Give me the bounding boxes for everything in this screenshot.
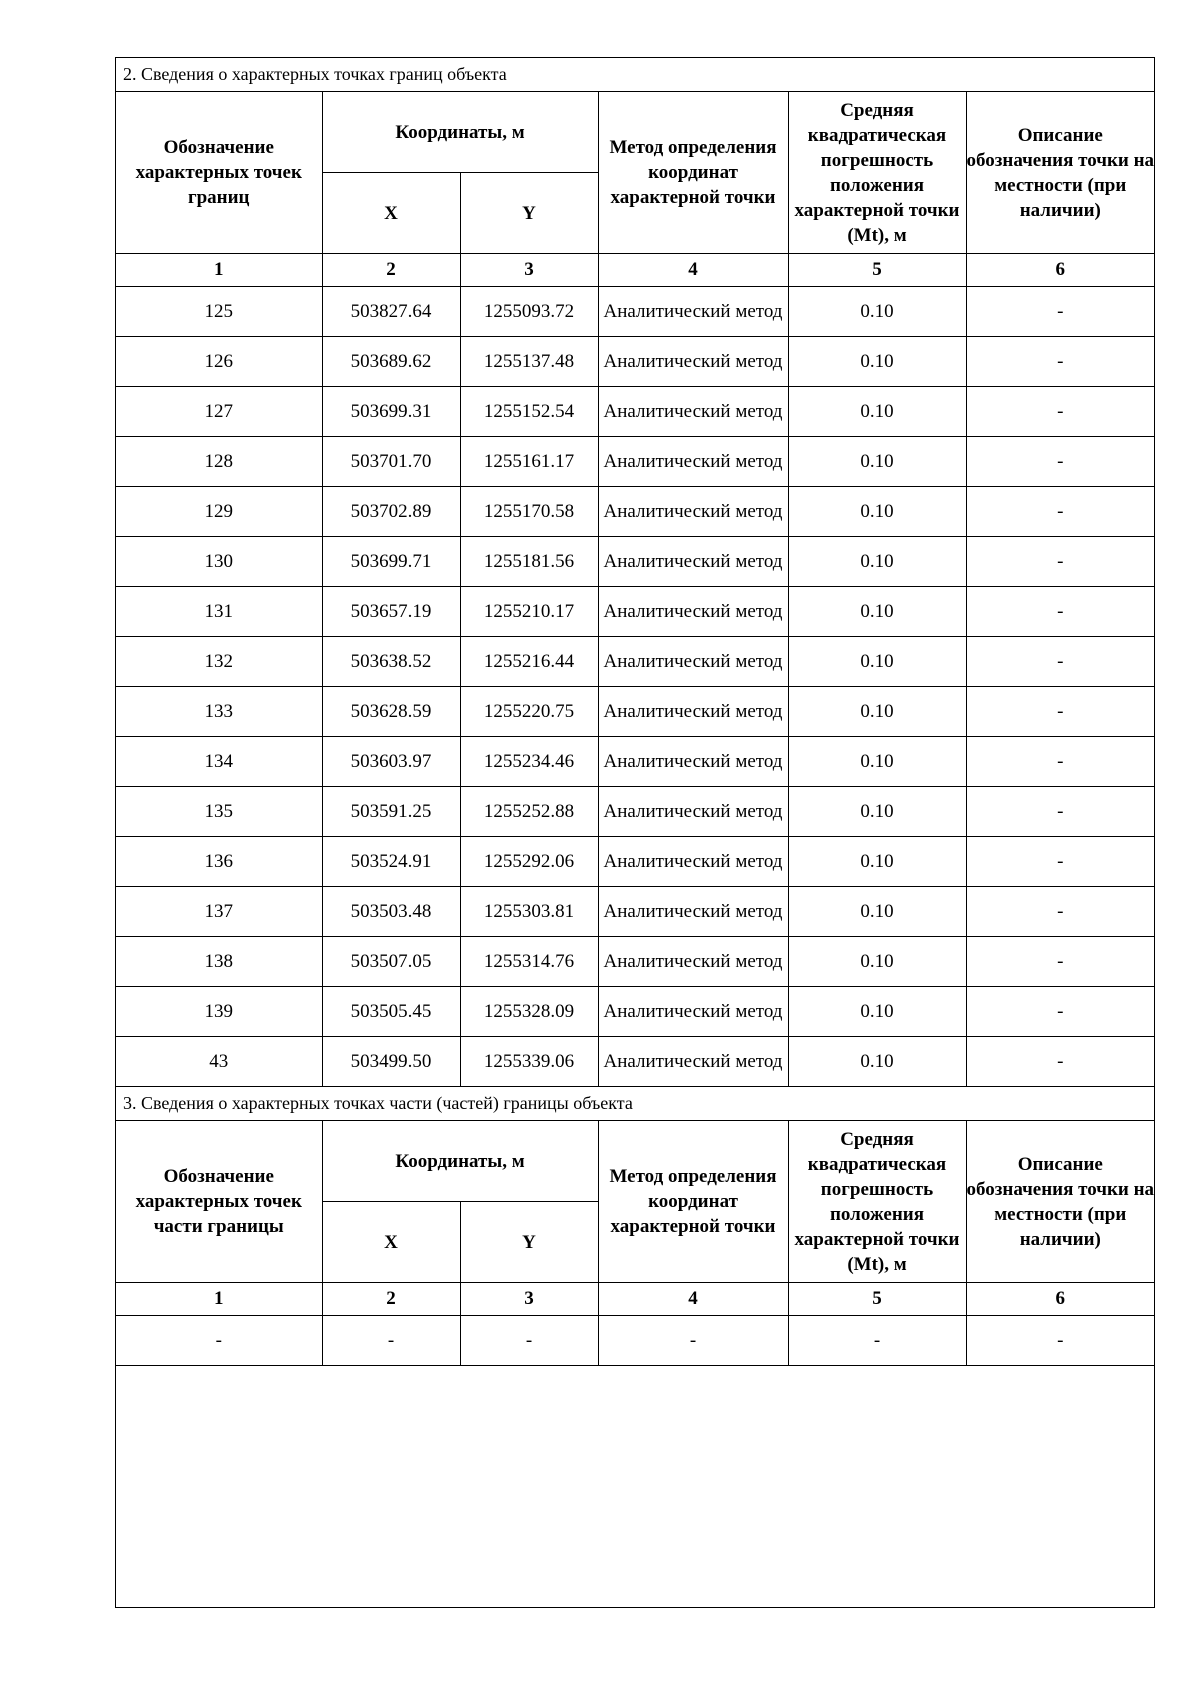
y-coordinate-cell: 1255161.17 <box>460 437 598 487</box>
y-coordinate-cell: 1255093.72 <box>460 287 598 337</box>
description-cell: - <box>966 987 1154 1037</box>
column-number: 1 <box>116 254 322 287</box>
header-x: X <box>322 1202 460 1283</box>
y-coordinate-cell: 1255252.88 <box>460 787 598 837</box>
method-cell: Аналитический метод <box>598 537 788 587</box>
error-cell: 0.10 <box>788 1037 966 1087</box>
point-cell: 131 <box>116 587 322 637</box>
y-coordinate-cell: 1255137.48 <box>460 337 598 387</box>
y-coordinate-cell: 1255328.09 <box>460 987 598 1037</box>
y-coordinate-cell: 1255292.06 <box>460 837 598 887</box>
point-cell: 128 <box>116 437 322 487</box>
method-cell: Аналитический метод <box>598 337 788 387</box>
section-3-title: 3. Сведения о характерных точках части (частей) границы объекта <box>116 1087 1154 1121</box>
description-cell: - <box>966 287 1154 337</box>
method-cell: Аналитический метод <box>598 787 788 837</box>
error-cell: 0.10 <box>788 587 966 637</box>
x-coordinate-cell: 503524.91 <box>322 837 460 887</box>
header-error: Средняя квадратическая погрешность положения характерной точки (Mt), м <box>788 92 966 254</box>
column-number: 2 <box>322 254 460 287</box>
x-coordinate-cell: 503603.97 <box>322 737 460 787</box>
header-point: Обозначение характерных точек границ <box>116 92 322 254</box>
x-coordinate-cell: 503638.52 <box>322 637 460 687</box>
point-cell: 139 <box>116 987 322 1037</box>
description-cell: - <box>966 837 1154 887</box>
y-coordinate-cell: 1255234.46 <box>460 737 598 787</box>
table-row <box>116 537 1154 587</box>
error-cell: 0.10 <box>788 787 966 837</box>
x-coordinate-cell: 503827.64 <box>322 287 460 337</box>
method-cell: Аналитический метод <box>598 387 788 437</box>
y-coordinate-cell: 1255220.75 <box>460 687 598 737</box>
table-row <box>116 687 1154 737</box>
y-coordinate-cell: 1255314.76 <box>460 937 598 987</box>
method-cell: Аналитический метод <box>598 487 788 537</box>
table-row <box>116 637 1154 687</box>
x-coordinate-cell: 503701.70 <box>322 437 460 487</box>
header-method: Метод определения координат характерной точки <box>598 1121 788 1283</box>
error-cell: 0.10 <box>788 537 966 587</box>
x-coordinate-cell: 503499.50 <box>322 1037 460 1087</box>
point-cell: 135 <box>116 787 322 837</box>
y-coordinate-cell: 1255210.17 <box>460 587 598 637</box>
x-coordinate-cell: 503505.45 <box>322 987 460 1037</box>
method-cell: Аналитический метод <box>598 687 788 737</box>
point-cell: 132 <box>116 637 322 687</box>
description-cell: - <box>966 687 1154 737</box>
header-description: Описание обозначения точки на местности (при наличии) <box>966 92 1154 254</box>
table-row <box>116 987 1154 1037</box>
header-point: Обозначение характерных точек части границы <box>116 1121 322 1283</box>
header-method: Метод определения координат характерной точки <box>598 92 788 254</box>
method-cell: Аналитический метод <box>598 737 788 787</box>
x-coordinate-cell: 503689.62 <box>322 337 460 387</box>
column-number: 6 <box>966 254 1154 287</box>
point-cell: 133 <box>116 687 322 737</box>
error-cell: 0.10 <box>788 687 966 737</box>
method-cell: Аналитический метод <box>598 287 788 337</box>
column-number: 4 <box>598 1283 788 1316</box>
table-row <box>116 337 1154 387</box>
table-row <box>116 787 1154 837</box>
error-cell: 0.10 <box>788 737 966 787</box>
header-description: Описание обозначения точки на местности (при наличии) <box>966 1121 1154 1283</box>
description-cell: - <box>966 737 1154 787</box>
section-3-header-row <box>116 1121 1154 1202</box>
description-cell: - <box>966 887 1154 937</box>
header-coords: Координаты, м <box>322 92 598 173</box>
x-coordinate-cell: 503699.71 <box>322 537 460 587</box>
y-coordinate-cell: 1255339.06 <box>460 1037 598 1087</box>
section-2-header-row <box>116 92 1154 173</box>
y-coordinate-cell: 1255170.58 <box>460 487 598 537</box>
point-cell: 137 <box>116 887 322 937</box>
header-y: Y <box>460 173 598 254</box>
description-cell: - <box>966 487 1154 537</box>
column-number: 4 <box>598 254 788 287</box>
y-coordinate-cell: - <box>460 1316 598 1366</box>
x-coordinate-cell: 503657.19 <box>322 587 460 637</box>
description-cell: - <box>966 1037 1154 1087</box>
y-coordinate-cell: 1255181.56 <box>460 537 598 587</box>
method-cell: Аналитический метод <box>598 887 788 937</box>
column-number: 3 <box>460 1283 598 1316</box>
point-cell: 43 <box>116 1037 322 1087</box>
description-cell: - <box>966 587 1154 637</box>
description-cell: - <box>966 387 1154 437</box>
table-row <box>116 1037 1154 1087</box>
section-2-column-numbers <box>116 254 1154 287</box>
description-cell: - <box>966 787 1154 837</box>
point-cell: 125 <box>116 287 322 337</box>
x-coordinate-cell: 503503.48 <box>322 887 460 937</box>
section-2-title: 2. Сведения о характерных точках границ объекта <box>116 58 1154 92</box>
table-row <box>116 437 1154 487</box>
point-cell: - <box>116 1316 322 1366</box>
y-coordinate-cell: 1255303.81 <box>460 887 598 937</box>
error-cell: 0.10 <box>788 287 966 337</box>
error-cell: 0.10 <box>788 387 966 437</box>
header-error: Средняя квадратическая погрешность положения характерной точки (Mt), м <box>788 1121 966 1283</box>
column-number: 5 <box>788 1283 966 1316</box>
method-cell: Аналитический метод <box>598 637 788 687</box>
table-row <box>116 387 1154 437</box>
error-cell: 0.10 <box>788 837 966 887</box>
point-cell: 126 <box>116 337 322 387</box>
point-cell: 130 <box>116 537 322 587</box>
x-coordinate-cell: 503591.25 <box>322 787 460 837</box>
error-cell: 0.10 <box>788 337 966 387</box>
section-2-title-row <box>116 58 1154 92</box>
point-cell: 136 <box>116 837 322 887</box>
error-cell: 0.10 <box>788 937 966 987</box>
section-3-column-numbers <box>116 1283 1154 1316</box>
point-cell: 127 <box>116 387 322 437</box>
description-cell: - <box>966 937 1154 987</box>
point-cell: 134 <box>116 737 322 787</box>
table-row <box>116 737 1154 787</box>
description-cell: - <box>966 537 1154 587</box>
table-row <box>116 287 1154 337</box>
method-cell: Аналитический метод <box>598 837 788 887</box>
x-coordinate-cell: 503507.05 <box>322 937 460 987</box>
error-cell: - <box>788 1316 966 1366</box>
error-cell: 0.10 <box>788 637 966 687</box>
point-cell: 129 <box>116 487 322 537</box>
method-cell: Аналитический метод <box>598 1037 788 1087</box>
table-row <box>116 1316 1154 1366</box>
column-number: 5 <box>788 254 966 287</box>
description-cell: - <box>966 637 1154 687</box>
point-cell: 138 <box>116 937 322 987</box>
column-number: 2 <box>322 1283 460 1316</box>
x-coordinate-cell: 503699.31 <box>322 387 460 437</box>
method-cell: - <box>598 1316 788 1366</box>
table-row <box>116 487 1154 537</box>
description-cell: - <box>966 1316 1154 1366</box>
method-cell: Аналитический метод <box>598 937 788 987</box>
header-y: Y <box>460 1202 598 1283</box>
x-coordinate-cell: - <box>322 1316 460 1366</box>
column-number: 1 <box>116 1283 322 1316</box>
method-cell: Аналитический метод <box>598 987 788 1037</box>
section-3-title-row <box>116 1087 1154 1121</box>
table-row <box>116 887 1154 937</box>
header-x: X <box>322 173 460 254</box>
method-cell: Аналитический метод <box>598 437 788 487</box>
table-row <box>116 587 1154 637</box>
column-number: 6 <box>966 1283 1154 1316</box>
table-row <box>116 937 1154 987</box>
description-cell: - <box>966 337 1154 387</box>
column-number: 3 <box>460 254 598 287</box>
error-cell: 0.10 <box>788 887 966 937</box>
document-sheet <box>115 57 1155 1608</box>
error-cell: 0.10 <box>788 987 966 1037</box>
table-row <box>116 837 1154 887</box>
boundary-points-table <box>116 58 1154 1366</box>
x-coordinate-cell: 503702.89 <box>322 487 460 537</box>
x-coordinate-cell: 503628.59 <box>322 687 460 737</box>
description-cell: - <box>966 437 1154 487</box>
error-cell: 0.10 <box>788 487 966 537</box>
header-coords: Координаты, м <box>322 1121 598 1202</box>
method-cell: Аналитический метод <box>598 587 788 637</box>
error-cell: 0.10 <box>788 437 966 487</box>
y-coordinate-cell: 1255216.44 <box>460 637 598 687</box>
y-coordinate-cell: 1255152.54 <box>460 387 598 437</box>
